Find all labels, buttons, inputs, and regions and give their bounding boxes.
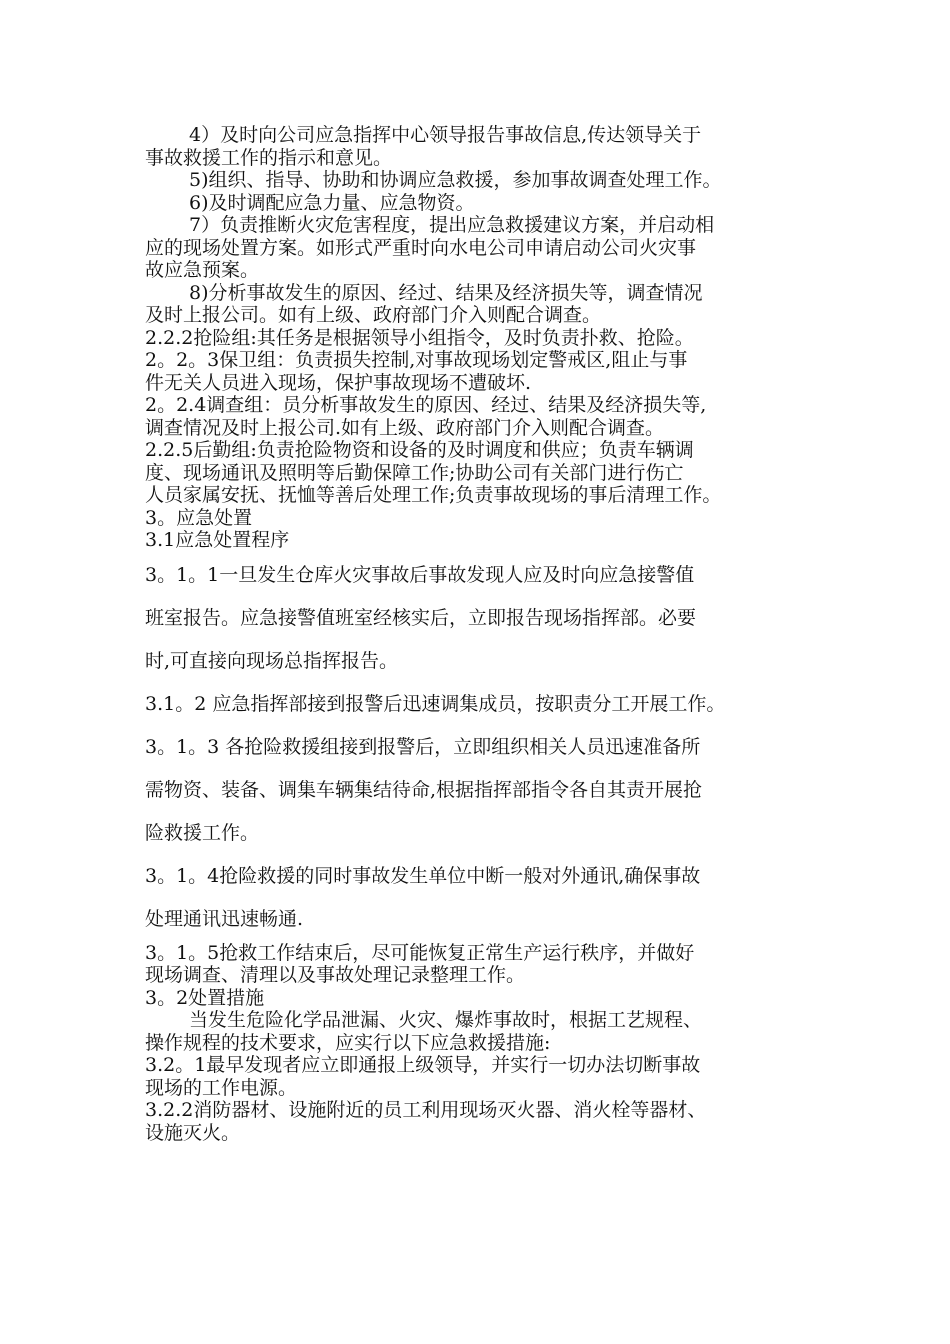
paragraph-3-2-intro-line-1: 当发生危险化学品泄漏、火灾、爆炸事故时，根据工艺规程、 bbox=[189, 1009, 703, 1031]
section-3-2-2-line-1: 3.2.2消防器材、设施附近的员工利用现场灭火器、消火栓等器材、 bbox=[145, 1099, 707, 1121]
heading-3: 3。应急处置 bbox=[145, 506, 253, 529]
section-2-2-3-line-1: 2。2。3保卫组：负责损失控制,对事故现场划定警戒区,阻止与事 bbox=[145, 349, 688, 371]
paragraph-item-8-line-2: 及时上报公司。如有上级、政府部门介入则配合调查。 bbox=[145, 304, 602, 326]
section-3-1-1-line-2: 班室报告。应急接警值班室经核实后，立即报告现场指挥部。必要 bbox=[145, 606, 697, 629]
paragraph-item-5: 5)组织、指导、协助和协调应急救援，参加事故调查处理工作。 bbox=[189, 169, 722, 191]
section-3-2-2-line-2: 设施灭火。 bbox=[145, 1121, 241, 1144]
section-3-1-1-line-3: 时,可直接向现场总指挥报告。 bbox=[145, 649, 399, 672]
paragraph-item-4-line-2: 事故救援工作的指示和意见。 bbox=[145, 146, 393, 169]
section-3-2-1-line-2: 现场的工作电源。 bbox=[145, 1076, 298, 1099]
section-3-1-3-line-3: 险救援工作。 bbox=[145, 821, 260, 844]
heading-3-1: 3.1应急处置程序 bbox=[145, 529, 290, 551]
section-2-2-5-line-1: 2.2.5后勤组:负责抢险物资和设备的及时调度和供应；负责车辆调 bbox=[145, 439, 694, 461]
heading-3-2: 3。2处置措施 bbox=[145, 986, 265, 1009]
section-3-1-5-line-1: 3。1。5抢救工作结束后，尽可能恢复正常生产运行秩序，并做好 bbox=[145, 941, 695, 964]
paragraph-3-2-intro-line-2: 操作规程的技术要求，应实行以下应急救援措施: bbox=[145, 1031, 551, 1054]
document-body bbox=[145, 124, 815, 1144]
section-2-2-5-line-3: 人员家属安抚、抚恤等善后处理工作;负责事故现场的事后清理工作。 bbox=[145, 484, 722, 506]
paragraph-item-6: 6)及时调配应急力量、应急物资。 bbox=[189, 191, 475, 214]
paragraph-item-7-line-1: 7）负责推断火灾危害程度，提出应急救援建议方案，并启动相 bbox=[189, 214, 715, 236]
section-3-2-1-line-1: 3.2。1最早发现者应立即通报上级领导，并实行一切办法切断事故 bbox=[145, 1054, 701, 1076]
section-2-2-4-line-1: 2。2.4调查组：员分析事故发生的原因、经过、结果及经济损失等, bbox=[145, 394, 707, 416]
paragraph-item-7-line-2: 应的现场处置方案。如形式严重时向水电公司申请启动公司火灾事 bbox=[145, 236, 697, 259]
section-2-2-5-line-2: 度、现场通讯及照明等后勤保障工作;协助公司有关部门进行伤亡 bbox=[145, 461, 684, 484]
section-3-1-1-line-1: 3。1。1一旦发生仓库火灾事故后事故发现人应及时向应急接警值 bbox=[145, 563, 695, 586]
section-2-2-2: 2.2.2抢险组:其任务是根据领导小组指令，及时负责扑救、抢险。 bbox=[145, 326, 694, 349]
section-3-1-3-line-2: 需物资、装备、调集车辆集结待命,根据指挥部指令各自其责开展抢 bbox=[145, 778, 703, 801]
paragraph-item-4-line-1: 4）及时向公司应急指挥中心领导报告事故信息,传达领导关于 bbox=[189, 124, 702, 146]
section-3-1-4-line-1: 3。1。4抢险救援的同时事故发生单位中断一般对外通讯,确保事故 bbox=[145, 864, 701, 887]
section-3-1-5-line-2: 现场调查、清理以及事故处理记录整理工作。 bbox=[145, 964, 526, 986]
paragraph-item-7-line-3: 故应急预案。 bbox=[145, 259, 260, 281]
section-3-1-4-line-2: 处理通讯迅速畅通. bbox=[145, 907, 304, 930]
section-2-2-4-line-2: 调查情况及时上报公司.如有上级、政府部门介入则配合调查。 bbox=[145, 416, 665, 439]
paragraph-item-8-line-1: 8)分析事故发生的原因、经过、结果及经济损失等，调查情况 bbox=[189, 281, 703, 304]
section-2-2-3-line-2: 件无关人员进入现场，保护事故现场不遭破坏. bbox=[145, 371, 532, 394]
section-3-1-2: 3.1。2 应急指挥部接到报警后迅速调集成员，按职责分工开展工作。 bbox=[145, 692, 726, 715]
section-3-1-3-line-1: 3。1。3 各抢险救援组接到报警后，立即组织相关人员迅速准备所 bbox=[145, 735, 701, 758]
